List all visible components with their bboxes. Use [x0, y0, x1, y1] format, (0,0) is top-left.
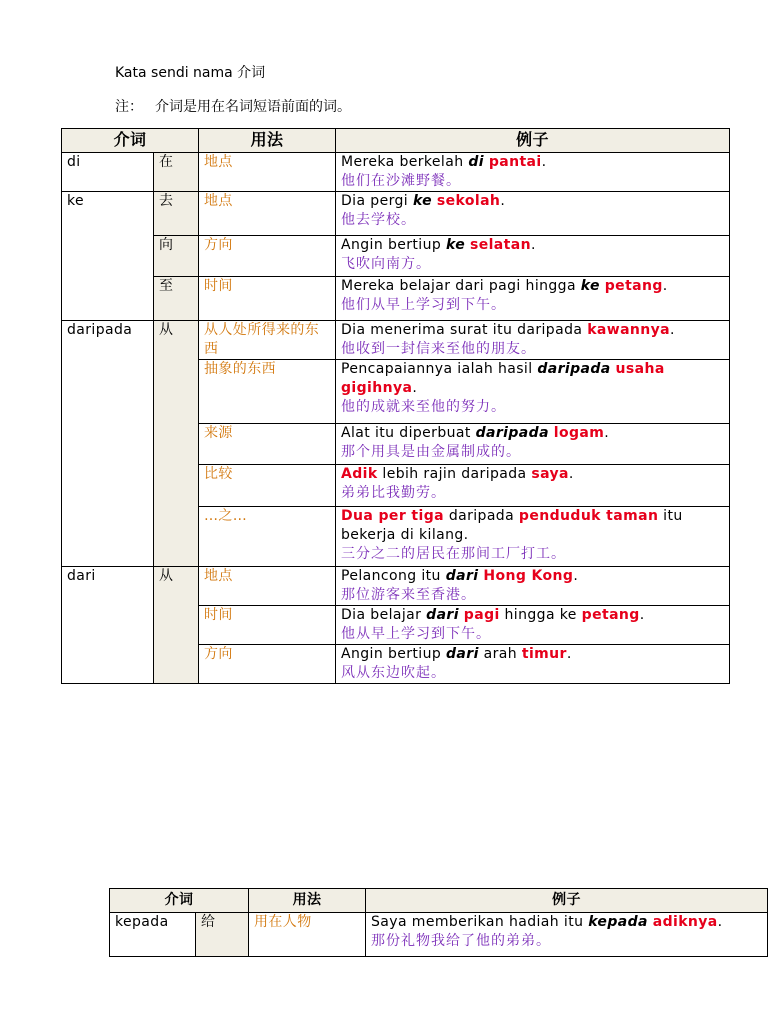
example-cell: [336, 236, 730, 277]
example-translation: 他从早上学习到下午。: [341, 626, 491, 642]
example-sentence: Pelancong itu dari Hong Kong.: [341, 568, 579, 584]
table-row: [62, 153, 730, 192]
example-translation: 他收到一封信来至他的朋友。: [341, 341, 536, 357]
example-cell: [336, 645, 730, 684]
header-usage: 用法: [249, 889, 366, 913]
word-cell: kepada: [110, 913, 196, 957]
example-sentence: Angin bertiup ke selatan.: [341, 237, 536, 253]
example-sentence: Mereka berkelah di pantai.: [341, 154, 547, 170]
prepositions-table: [61, 128, 730, 684]
example-sentence: Alat itu diperbuat daripada logam.: [341, 425, 610, 441]
chinese-cell: 从: [154, 567, 199, 684]
usage-cell: 比较: [199, 465, 336, 507]
word-cell: dari: [62, 567, 154, 684]
example-cell: [336, 277, 730, 321]
example-translation: 弟弟比我勤劳。: [341, 485, 446, 501]
example-translation: 三分之二的居民在那间工厂打工。: [341, 546, 566, 562]
example-translation: 他的成就来至他的努力。: [341, 399, 506, 415]
header-usage: 用法: [199, 129, 336, 153]
example-sentence: Mereka belajar dari pagi hingga ke petang.: [341, 278, 668, 294]
usage-cell: 方向: [199, 645, 336, 684]
example-cell: [336, 192, 730, 236]
example-cell: [336, 360, 730, 424]
example-sentence: Saya memberikan hadiah itu kepada adiknya.: [371, 914, 723, 930]
chinese-cell: 给: [196, 913, 249, 957]
example-sentence: Adik lebih rajin daripada saya.: [341, 466, 574, 482]
usage-cell: 地点: [199, 192, 336, 236]
example-cell: [336, 606, 730, 645]
chinese-cell: 至: [154, 277, 199, 321]
example-translation: 那份礼物我给了他的弟弟。: [371, 933, 551, 949]
example-translation: 他们从早上学习到下午。: [341, 297, 506, 313]
chinese-cell: 向: [154, 236, 199, 277]
usage-cell: …之…: [199, 507, 336, 567]
chinese-cell: 从: [154, 321, 199, 567]
usage-cell: 来源: [199, 424, 336, 465]
example-sentence: Dia belajar dari pagi hingga ke petang.: [341, 607, 645, 623]
example-cell: [336, 507, 730, 567]
example-translation: 飞吹向南方。: [341, 256, 431, 272]
table-header-row: [110, 889, 768, 913]
table-row: [62, 192, 730, 236]
note-label: 注：: [115, 99, 143, 115]
table-row: [110, 913, 768, 957]
usage-cell: 时间: [199, 606, 336, 645]
note-text: 介词是用在名词短语前面的词。: [155, 99, 351, 115]
header-example: 例子: [336, 129, 730, 153]
word-cell: di: [62, 153, 154, 192]
example-sentence: Dua per tiga daripada penduduk taman itu bekerja di kilang.: [341, 508, 683, 543]
table-row: [62, 321, 730, 360]
usage-cell: 抽象的东西: [199, 360, 336, 424]
header-preposition: 介词: [110, 889, 249, 913]
example-cell: [366, 913, 768, 957]
example-cell: [336, 321, 730, 360]
example-sentence: Angin bertiup dari arah timur.: [341, 646, 572, 662]
example-cell: [336, 153, 730, 192]
example-sentence: Dia menerima surat itu daripada kawannya.: [341, 322, 675, 338]
chinese-cell: 在: [154, 153, 199, 192]
note-line: [115, 96, 351, 116]
usage-cell: 用在人物: [249, 913, 366, 957]
example-sentence: Dia pergi ke sekolah.: [341, 193, 506, 209]
table-header-row: [62, 129, 730, 153]
example-cell: [336, 567, 730, 606]
example-translation: 那个用具是由金属制成的。: [341, 444, 521, 460]
table-row: [62, 567, 730, 606]
usage-cell: 方向: [199, 236, 336, 277]
example-cell: [336, 465, 730, 507]
usage-cell: 时间: [199, 277, 336, 321]
table-row: [62, 277, 730, 321]
header-preposition: 介词: [62, 129, 199, 153]
usage-cell: 地点: [199, 567, 336, 606]
example-cell: [336, 424, 730, 465]
kepada-table: [109, 888, 768, 957]
page-title: Kata sendi nama 介词: [115, 65, 266, 81]
example-translation: 风从东边吹起。: [341, 665, 446, 681]
usage-cell: 地点: [199, 153, 336, 192]
example-translation: 他们在沙滩野餐。: [341, 173, 461, 189]
word-cell: ke: [62, 192, 154, 321]
usage-cell: 从人处所得来的东西: [199, 321, 336, 360]
example-translation: 那位游客来至香港。: [341, 587, 476, 603]
word-cell: daripada: [62, 321, 154, 567]
chinese-cell: 去: [154, 192, 199, 236]
example-sentence: Pencapaiannya ialah hasil daripada usaha gigihnya.: [341, 361, 665, 396]
table-row: [62, 236, 730, 277]
example-translation: 他去学校。: [341, 212, 416, 228]
header-example: 例子: [366, 889, 768, 913]
